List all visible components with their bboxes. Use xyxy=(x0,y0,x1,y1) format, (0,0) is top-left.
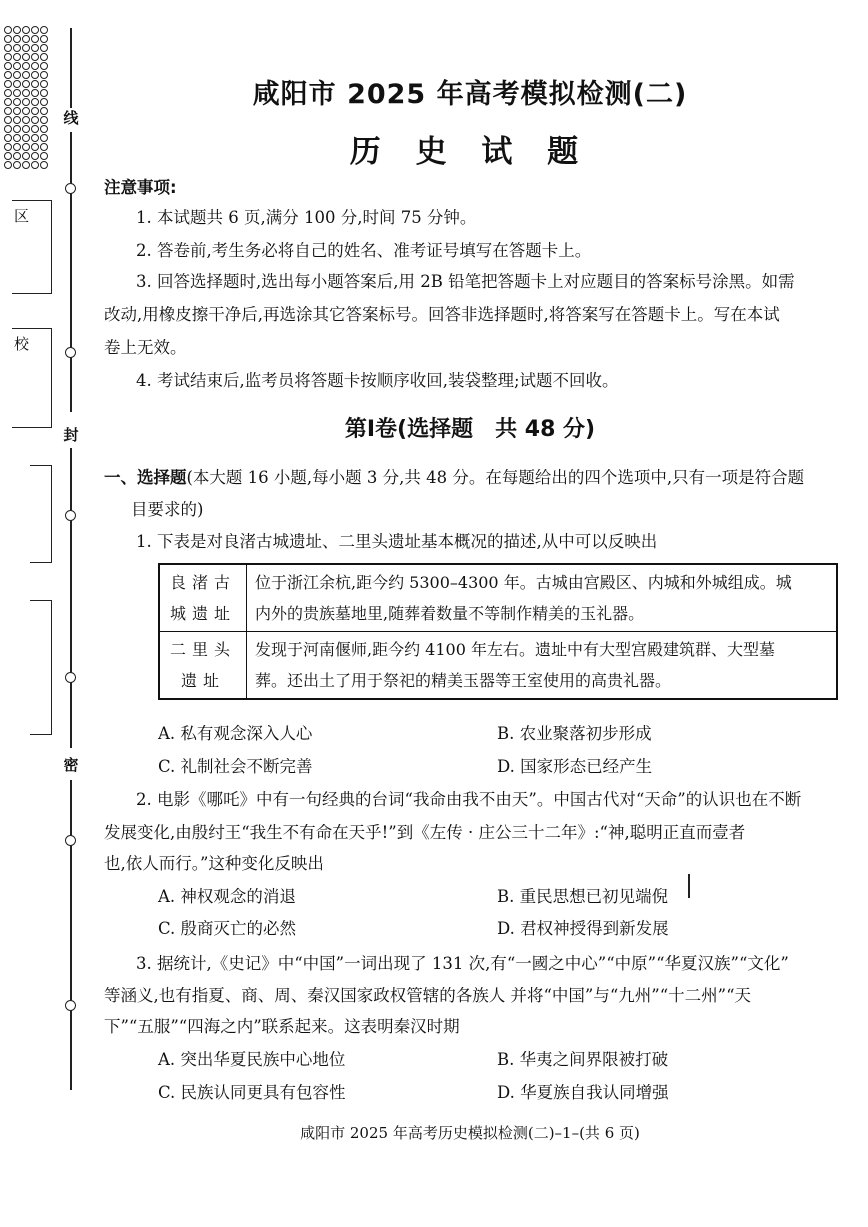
binding-hole xyxy=(4,80,12,88)
option-d: D. 君权神授得到新发展 xyxy=(497,919,669,938)
binding-circle xyxy=(65,672,76,683)
binding-circle xyxy=(65,510,76,521)
site-table xyxy=(158,563,838,700)
binding-hole xyxy=(40,35,48,43)
binding-hole xyxy=(4,161,12,169)
binding-line xyxy=(70,780,72,1090)
binding-line xyxy=(70,28,72,108)
exam-title: 咸阳市 2025 年高考模拟检测(二) xyxy=(252,79,688,110)
binding-hole xyxy=(40,107,48,115)
notice-item: 卷上无效。 xyxy=(104,338,187,357)
notice-item: 2. 答卷前,考生务必将自己的姓名、准考证号填写在答题卡上。 xyxy=(136,241,592,260)
question-stem: 3. 据统计,《史记》中“中国”一词出现了 131 次,有“一國之中心”“中原”“华夏汉族”“文化” xyxy=(136,954,789,973)
binding-hole xyxy=(4,35,12,43)
section-heading-cont: 目要求的) xyxy=(131,500,204,519)
option-c: C. 殷商灭亡的必然 xyxy=(158,919,297,938)
binding-hole xyxy=(4,116,12,124)
binding-hole xyxy=(13,134,21,142)
table-cell-name: 良渚古 城遗址 xyxy=(159,564,247,632)
binding-hole-row xyxy=(4,71,48,79)
binding-hole-row xyxy=(4,125,48,133)
binding-hole xyxy=(13,125,21,133)
binding-hole xyxy=(31,71,39,79)
binding-hole xyxy=(4,98,12,106)
binding-hole-row xyxy=(4,107,48,115)
binding-hole-row xyxy=(4,44,48,52)
school-box xyxy=(12,328,52,428)
binding-hole-row xyxy=(4,161,48,169)
binding-hole-row xyxy=(4,152,48,160)
binding-hole xyxy=(4,89,12,97)
binding-hole xyxy=(31,161,39,169)
margin-char-close: 密 xyxy=(61,755,81,775)
binding-hole-row xyxy=(4,116,48,124)
table-row xyxy=(159,564,837,632)
binding-circle xyxy=(65,347,76,358)
binding-hole xyxy=(4,26,12,34)
binding-hole-row xyxy=(4,89,48,97)
binding-line xyxy=(70,132,72,412)
binding-hole xyxy=(40,116,48,124)
binding-hole xyxy=(22,80,30,88)
notice-item: 改动,用橡皮擦干净后,再选涂其它答案标号。回答非选择题时,将答案写在答题卡上。写在本试 xyxy=(104,305,780,324)
binding-hole xyxy=(22,125,30,133)
binding-hole-row xyxy=(4,134,48,142)
binding-hole xyxy=(31,125,39,133)
binding-hole xyxy=(40,152,48,160)
table-row xyxy=(159,632,837,700)
question-stem: 1. 下表是对良渚古城遗址、二里头遗址基本概况的描述,从中可以反映出 xyxy=(136,532,658,551)
section-title: 第Ⅰ卷(选择题 共 48 分) xyxy=(344,417,596,442)
binding-hole xyxy=(4,44,12,52)
binding-hole xyxy=(22,107,30,115)
binding-hole xyxy=(22,143,30,151)
section-heading-rest: (本大题 16 小题,每小题 3 分,共 48 分。在每题给出的四个选项中,只有一项是符合题 xyxy=(186,468,805,487)
binding-hole xyxy=(22,53,30,61)
binding-line xyxy=(70,448,72,748)
binding-hole xyxy=(40,62,48,70)
binding-hole xyxy=(13,80,21,88)
binding-hole xyxy=(13,161,21,169)
binding-hole xyxy=(31,26,39,34)
binding-hole xyxy=(13,53,21,61)
option-a: A. 神权观念的消退 xyxy=(158,887,296,906)
option-d: D. 国家形态已经产生 xyxy=(497,757,653,776)
margin-char-seal: 封 xyxy=(61,425,81,445)
subject-title: 历 史 试 题 xyxy=(349,134,591,170)
binding-hole-row xyxy=(4,98,48,106)
binding-hole xyxy=(4,143,12,151)
binding-hole xyxy=(13,26,21,34)
option-a: A. 突出华夏民族中心地位 xyxy=(158,1050,346,1069)
binding-hole xyxy=(22,89,30,97)
binding-hole-row xyxy=(4,80,48,88)
binding-hole xyxy=(13,98,21,106)
table-cell-desc: 发现于河南偃师,距今约 4100 年左右。遗址中有大型宫殿建筑群、大型墓 葬。还出土了用于祭祀的精美玉器等王室使用的高贵礼器。 xyxy=(247,632,838,700)
question-stem: 2. 电影《哪吒》中有一句经典的台词“我命由我不由天”。中国古代对“天命”的认识也在不断 xyxy=(136,790,802,809)
section-heading-bold: 一、选择题 xyxy=(104,468,187,487)
binding-hole xyxy=(40,89,48,97)
binding-circle xyxy=(65,1000,76,1011)
binding-hole xyxy=(22,116,30,124)
binding-hole xyxy=(31,107,39,115)
binding-hole-row xyxy=(4,26,48,34)
binding-hole-row xyxy=(4,35,48,43)
district-label: 区 xyxy=(14,207,30,225)
question-stem: 发展变化,由殷纣王“我生不有命在天乎!”到《左传 · 庄公三十二年》:“神,聪明正直而壹者 xyxy=(104,823,746,842)
binding-hole xyxy=(31,80,39,88)
margin-bracket xyxy=(30,465,52,563)
page-footer: 咸阳市 2025 年高考历史模拟检测(二)–1–(共 6 页) xyxy=(300,1124,640,1142)
binding-hole xyxy=(22,98,30,106)
binding-hole xyxy=(40,134,48,142)
binding-hole xyxy=(22,26,30,34)
binding-hole xyxy=(40,98,48,106)
binding-hole xyxy=(40,161,48,169)
binding-hole xyxy=(22,71,30,79)
option-a: A. 私有观念深入人心 xyxy=(158,724,313,743)
option-c: C. 礼制社会不断完善 xyxy=(158,757,313,776)
notice-item: 4. 考试结束后,监考员将答题卡按顺序收回,装袋整理;试题不回收。 xyxy=(136,371,619,390)
binding-hole xyxy=(31,44,39,52)
binding-hole xyxy=(31,116,39,124)
option-d: D. 华夏族自我认同增强 xyxy=(497,1083,669,1102)
binding-hole xyxy=(31,98,39,106)
binding-circle xyxy=(65,183,76,194)
binding-hole xyxy=(40,71,48,79)
binding-hole xyxy=(22,152,30,160)
question-stem: 也,依人而行。”这种变化反映出 xyxy=(104,854,324,873)
district-box xyxy=(12,200,52,294)
binding-hole xyxy=(13,62,21,70)
binding-hole xyxy=(4,71,12,79)
binding-hole xyxy=(31,62,39,70)
binding-hole xyxy=(13,71,21,79)
binding-hole xyxy=(40,80,48,88)
binding-holes xyxy=(4,26,48,170)
binding-hole xyxy=(40,44,48,52)
binding-hole xyxy=(13,143,21,151)
binding-hole-row xyxy=(4,143,48,151)
binding-hole xyxy=(4,53,12,61)
binding-hole xyxy=(13,89,21,97)
binding-hole xyxy=(4,62,12,70)
binding-hole xyxy=(40,125,48,133)
option-c: C. 民族认同更具有包容性 xyxy=(158,1083,346,1102)
binding-hole xyxy=(4,125,12,133)
binding-hole xyxy=(31,35,39,43)
binding-hole xyxy=(13,107,21,115)
section-heading xyxy=(104,466,804,490)
binding-hole xyxy=(4,152,12,160)
binding-hole xyxy=(22,35,30,43)
binding-hole-row xyxy=(4,53,48,61)
binding-hole xyxy=(4,107,12,115)
binding-hole xyxy=(40,26,48,34)
notice-item: 1. 本试题共 6 页,满分 100 分,时间 75 分钟。 xyxy=(136,208,477,227)
binding-hole xyxy=(31,152,39,160)
binding-hole-row xyxy=(4,62,48,70)
binding-hole xyxy=(13,35,21,43)
binding-hole xyxy=(13,152,21,160)
question-stem: 等涵义,也有指夏、商、周、秦汉国家政权管辖的各族人 并将“中国”与“九州”“十二州”“天 xyxy=(104,986,752,1005)
binding-hole xyxy=(31,89,39,97)
binding-hole xyxy=(22,134,30,142)
binding-circle xyxy=(65,835,76,846)
margin-bracket xyxy=(30,600,52,735)
notice-item: 3. 回答选择题时,选出每小题答案后,用 2B 铅笔把答题卡上对应题目的答案标号涂黑。如需 xyxy=(136,272,795,291)
margin-char-line: 线 xyxy=(61,108,81,128)
binding-hole xyxy=(22,62,30,70)
option-b: B. 华夷之间界限被打破 xyxy=(497,1050,669,1069)
binding-hole xyxy=(22,44,30,52)
binding-hole xyxy=(31,143,39,151)
binding-hole xyxy=(31,134,39,142)
option-b: B. 重民思想已初见端倪 xyxy=(497,887,669,906)
binding-hole xyxy=(13,116,21,124)
school-label: 校 xyxy=(14,335,30,353)
notice-heading: 注意事项: xyxy=(104,178,177,197)
option-b: B. 农业聚落初步形成 xyxy=(497,724,652,743)
question-stem: 下”“五服”“四海之内”联系起来。这表明秦汉时期 xyxy=(104,1017,460,1036)
pen-mark xyxy=(688,874,690,898)
binding-hole xyxy=(4,134,12,142)
binding-hole xyxy=(31,53,39,61)
binding-hole xyxy=(13,44,21,52)
table-cell-desc: 位于浙江余杭,距今约 5300–4300 年。古城由宫殿区、内城和外城组成。城 内外的贵族墓地里,随葬着数量不等制作精美的玉礼器。 xyxy=(247,564,838,632)
binding-hole xyxy=(40,143,48,151)
binding-hole xyxy=(40,53,48,61)
binding-hole xyxy=(22,161,30,169)
table-cell-name: 二里头 遗址 xyxy=(159,632,247,700)
